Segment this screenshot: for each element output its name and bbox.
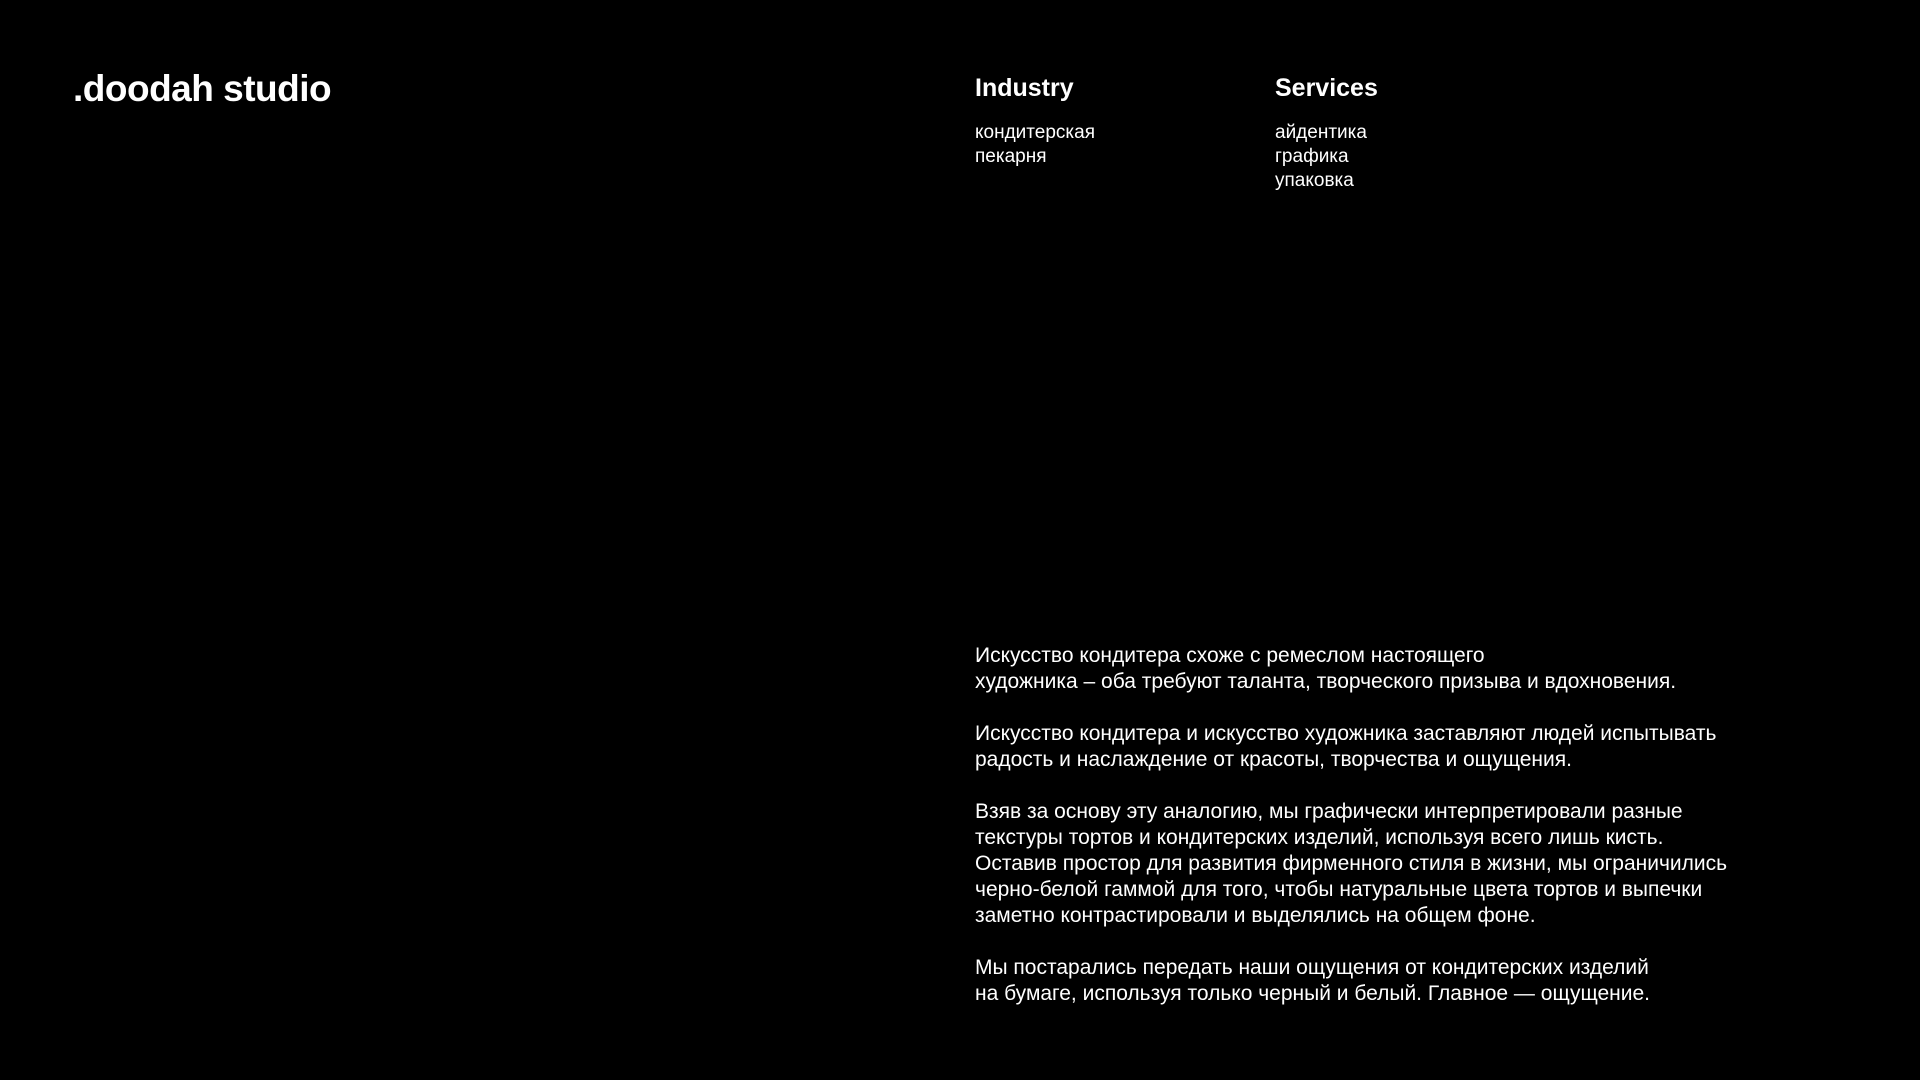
description-paragraph: Искусство кондитера схоже с ремеслом настоящего художника – оба требуют таланта, творческого призыва и вдохновения.: [975, 644, 1677, 693]
description-paragraph: Взяв за основу эту аналогию, мы графически интерпретировали разные текстуры тортов и кондитерских изделий, используя всего лишь кисть. Оставив простор для развития фирменного стиля в жизни, мы ограничились черно-белой гаммой для того, чтобы натуральные цвета тортов и выпечки заметно контрастировали и выделялись на общем фоне.: [975, 800, 1728, 927]
services-item: айдентика: [1275, 122, 1367, 143]
industry-heading: Industry: [975, 74, 1074, 102]
services-section: [1275, 72, 1378, 193]
industry-item: пекарня: [975, 146, 1047, 167]
industry-list: [975, 121, 1095, 169]
studio-logo: .doodah studio: [73, 68, 332, 109]
services-list: [1275, 121, 1378, 193]
industry-section: [975, 72, 1095, 169]
industry-item: кондитерская: [975, 122, 1095, 143]
services-item: графика: [1275, 146, 1349, 167]
services-heading: Services: [1275, 74, 1378, 102]
description-paragraph: Мы постарались передать наши ощущения от кондитерских изделий на бумаге, используя только черный и белый. Главное — ощущение.: [975, 956, 1651, 1005]
services-item: упаковка: [1275, 170, 1354, 191]
description-paragraph: Искусство кондитера и искусство художника заставляют людей испытывать радость и наслаждение от красоты, творчества и ощущения.: [975, 722, 1717, 771]
project-description: [975, 643, 1855, 1033]
